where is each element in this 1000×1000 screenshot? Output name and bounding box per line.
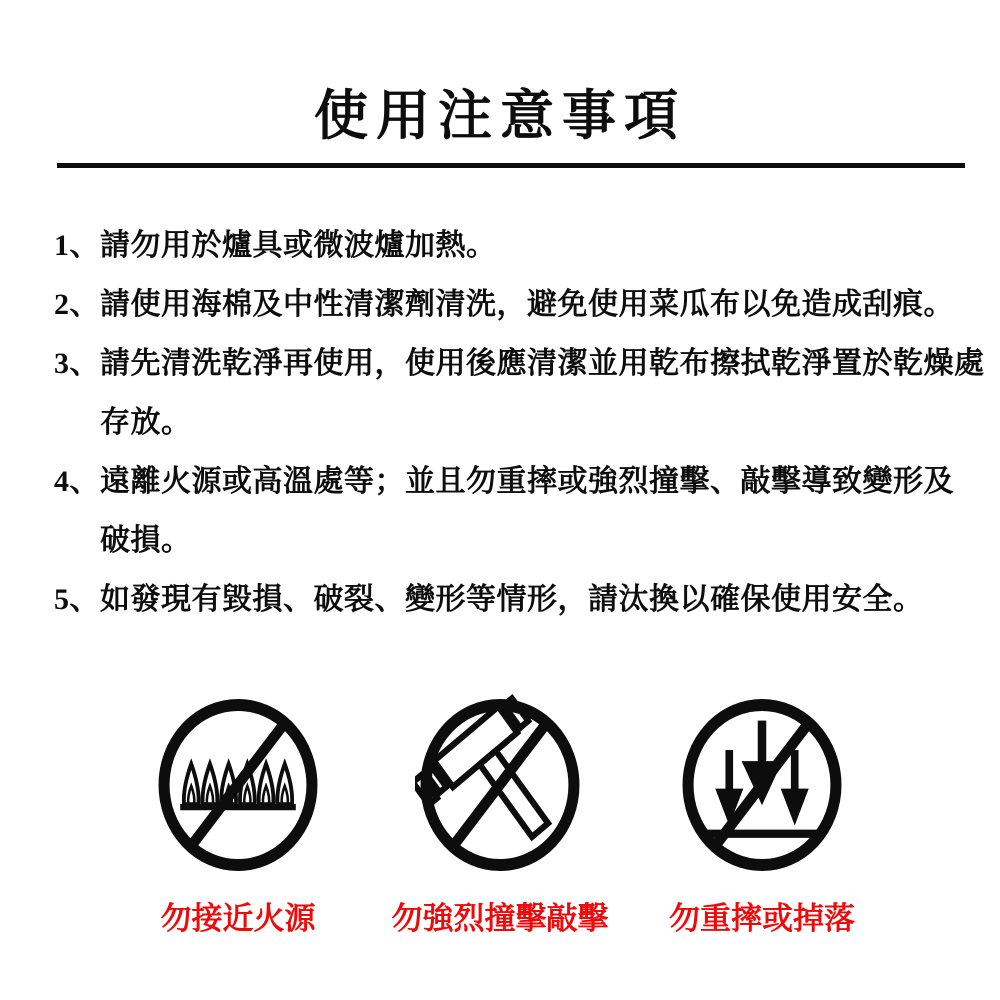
title-divider	[57, 163, 965, 168]
note-text-continuation: 存放。	[100, 405, 192, 439]
warning-no-open-flame	[130, 693, 346, 938]
note-item	[54, 570, 1000, 629]
warning-label: 勿接近火源	[160, 900, 316, 936]
note-text: 如發現有毀損、破裂、變形等情形，請汰換以確保使用安全。	[100, 582, 924, 616]
note-text: 請勿用於爐具或微波爐加熱。	[100, 228, 497, 262]
note-text: 請使用海棉及中性清潔劑清洗，避免使用菜瓜布以免造成刮痕。	[100, 287, 954, 321]
notes-list	[0, 216, 1000, 629]
note-number: 3、	[54, 346, 100, 380]
no-impact-hammer-icon	[415, 693, 585, 877]
note-number: 2、	[54, 287, 100, 321]
note-number: 1、	[54, 228, 100, 262]
note-number: 4、	[54, 464, 100, 498]
no-open-flame-icon	[153, 693, 323, 877]
note-text: 遠離火源或高溫處等；並且勿重摔或強烈撞擊、敲擊導致變形及	[100, 464, 954, 498]
warning-no-impact	[392, 693, 608, 938]
note-item	[54, 216, 1000, 275]
note-item	[54, 275, 1000, 334]
page-title: 使用注意事項	[314, 86, 686, 146]
note-text: 請先清洗乾淨再使用，使用後應清潔並用乾布擦拭乾淨置於乾燥處	[100, 346, 985, 380]
note-item	[54, 334, 1000, 452]
note-number: 5、	[54, 582, 100, 616]
warning-label: 勿強烈撞擊敲擊	[391, 900, 609, 936]
warning-no-drop	[654, 693, 870, 938]
note-item	[54, 452, 1000, 570]
warning-icons-row	[0, 693, 1000, 938]
no-drop-icon	[677, 693, 847, 877]
note-text-continuation: 破損。	[100, 523, 192, 557]
warning-label: 勿重摔或掉落	[669, 900, 855, 936]
